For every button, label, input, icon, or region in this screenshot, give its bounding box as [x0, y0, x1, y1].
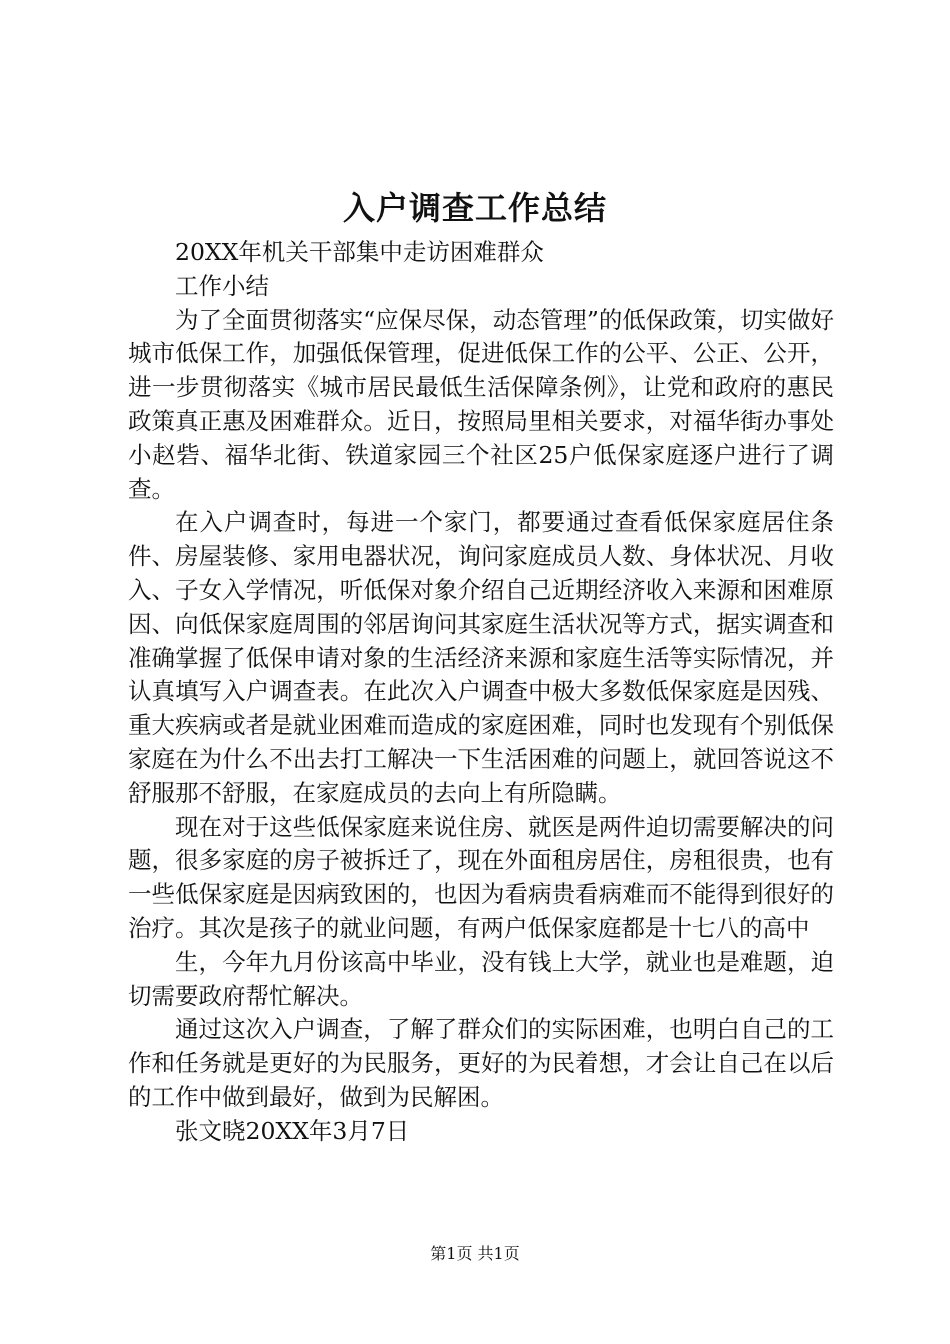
page-number: 第1页 共1页	[430, 1244, 520, 1263]
subtitle-line-2: 工作小结	[175, 271, 269, 300]
subtitle-line-1: 20XX年机关干部集中走访困难群众	[175, 238, 544, 266]
paragraph-problems-continued: 生，今年九月份该高中毕业，没有钱上大学，就业也是难题，迫切需要政府帮忙解决。	[128, 947, 834, 1010]
paragraph-problems: 现在对于这些低保家庭来说住房、就医是两件迫切需要解决的问题，很多家庭的房子被拆迁了，现在外面租房居住，房租很贵，也有一些低保家庭是因病致困的，也因为看病贵看病难而不能得到很好的治疗。其次是孩子的就业问题，有两户低保家庭都是十七八的高中	[128, 812, 834, 942]
paragraph-intro: 为了全面贯彻落实“应保尽保，动态管理”的低保政策，切实做好城市低保工作，加强低保管理，促进低保工作的公平、公正、公开，进一步贯彻落实《城市居民最低生活保障条例》，让党和政府的惠民政策真正惠及困难群众。近日，按照局里相关要求，对福华街办事处小赵砦、福华北街、铁道家园三个社区25户低保家庭逐户进行了调查。	[128, 305, 834, 503]
paragraph-investigation: 在入户调查时，每进一个家门，都要通过查看低保家庭居住条件、房屋装修、家用电器状况，询问家庭成员人数、身体状况、月收入、子女入学情况，听低保对象介绍自己近期经济收入来源和困难原因、向低保家庭周围的邻居询问其家庭生活状况等方式，据实调查和准确掌握了低保申请对象的生活经济来源和家庭生活等实际情况，并认真填写入户调查表。在此次入户调查中极大多数低保家庭是因残、重大疾病或者是就业困难而造成的家庭困难，同时也发现有个别低保家庭在为什么不出去打工解决一下生活困难的问题上，就回答说这不舒服那不舒服，在家庭成员的去向上有所隐瞒。	[128, 508, 834, 807]
signature-date: 张文晓20XX年3月7日	[175, 1116, 410, 1145]
document-title: 入户调查工作总结	[342, 189, 607, 227]
document-body	[128, 236, 834, 1149]
paragraph-conclusion: 通过这次入户调查，了解了群众们的实际困难，也明白自己的工作和任务就是更好的为民服务，更好的为民着想，才会让自己在以后的工作中做到最好，做到为民解困。	[128, 1015, 834, 1111]
